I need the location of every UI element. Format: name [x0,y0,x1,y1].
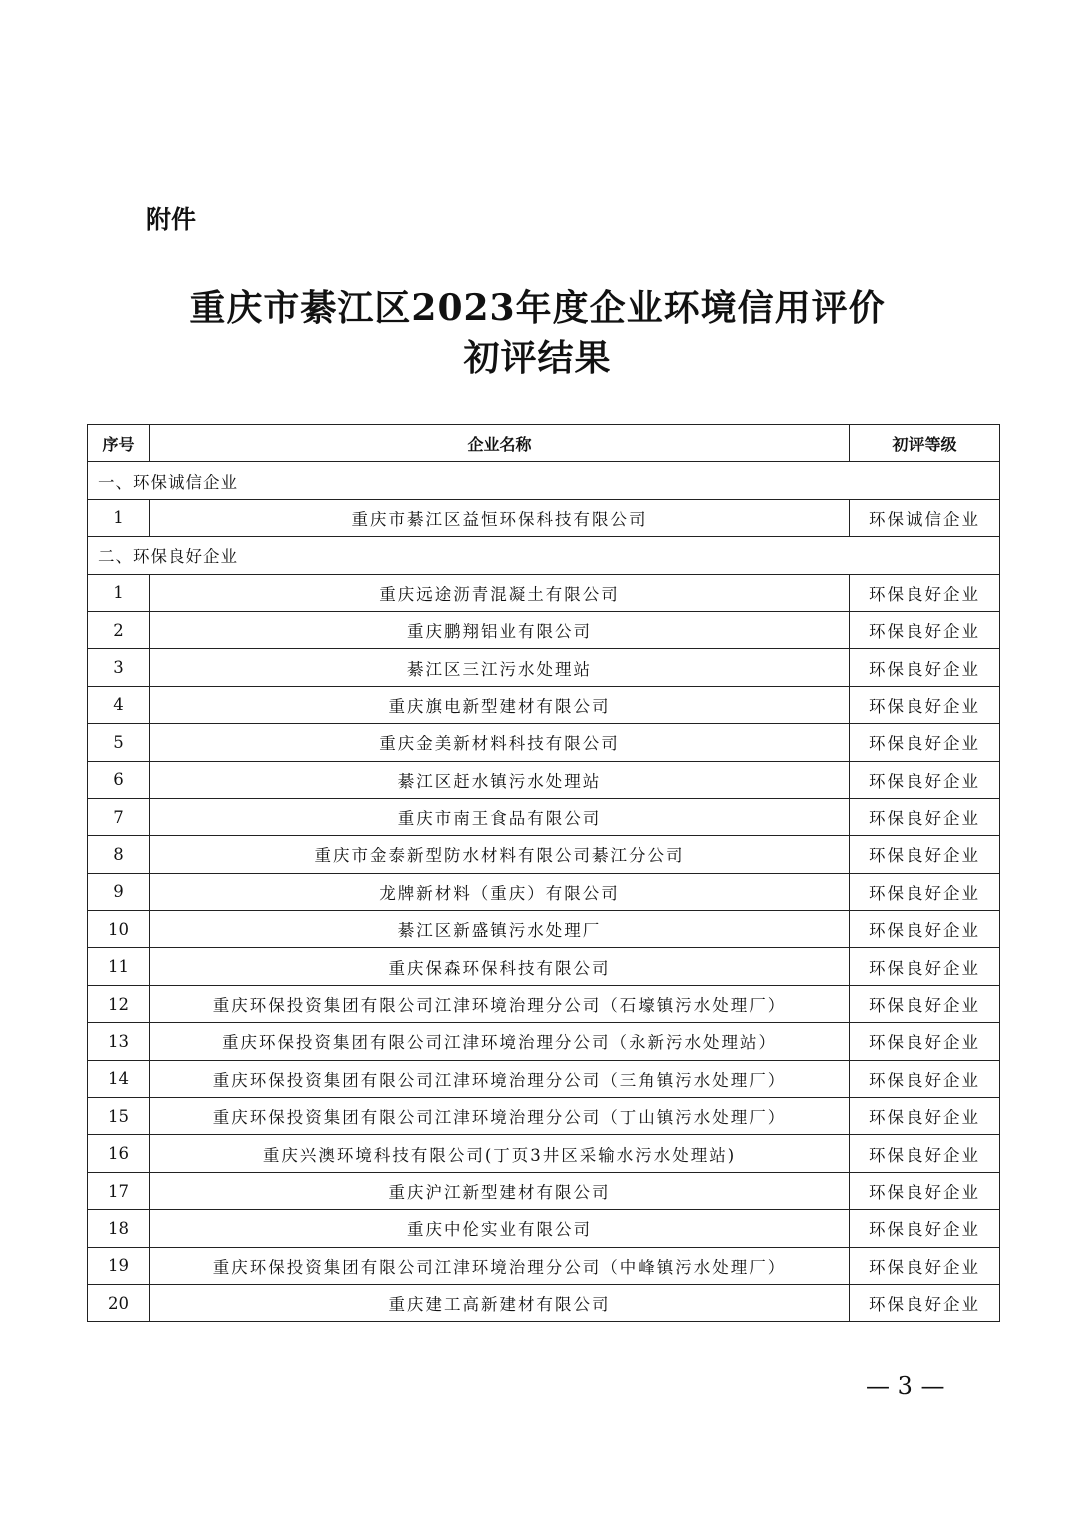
company-name: 重庆环保投资集团有限公司江津环境治理分公司（中峰镇污水处理厂） [150,1247,850,1284]
results-table [87,424,1000,1322]
table-row [88,1135,1000,1172]
row-number: 9 [88,873,150,910]
table-row [88,686,1000,723]
row-number: 4 [88,686,150,723]
rating-level: 环保良好企业 [850,1172,1000,1209]
row-number: 1 [88,574,150,611]
company-name: 重庆兴澳环境科技有限公司(丁页3井区采输水污水处理站) [150,1135,850,1172]
company-name: 重庆保森环保科技有限公司 [150,948,850,985]
table-row [88,724,1000,761]
table-row [88,1284,1000,1321]
company-name: 重庆环保投资集团有限公司江津环境治理分公司（永新污水处理站） [150,1023,850,1060]
rating-level: 环保良好企业 [850,1060,1000,1097]
column-header-no: 序号 [88,425,150,462]
rating-level: 环保良好企业 [850,948,1000,985]
rating-level: 环保良好企业 [850,985,1000,1022]
row-number: 15 [88,1098,150,1135]
section-heading-row [88,537,1000,574]
rating-level: 环保良好企业 [850,724,1000,761]
rating-level: 环保良好企业 [850,1284,1000,1321]
table-row [88,873,1000,910]
row-number: 20 [88,1284,150,1321]
table-row [88,1098,1000,1135]
rating-level: 环保良好企业 [850,649,1000,686]
company-name: 綦江区新盛镇污水处理厂 [150,911,850,948]
rating-level: 环保良好企业 [850,1210,1000,1247]
section-heading: 二、环保良好企业 [88,537,1000,574]
table-row [88,499,1000,536]
rating-level: 环保良好企业 [850,1023,1000,1060]
document-title-line1: 重庆市綦江区2023年度企业环境信用评价 [189,287,886,329]
row-number: 10 [88,911,150,948]
company-name: 重庆环保投资集团有限公司江津环境治理分公司（三角镇污水处理厂） [150,1060,850,1097]
company-name: 重庆市金泰新型防水材料有限公司綦江分公司 [150,836,850,873]
company-name: 龙牌新材料（重庆）有限公司 [150,873,850,910]
row-number: 2 [88,611,150,648]
company-name: 重庆市南王食品有限公司 [150,798,850,835]
company-name: 綦江区赶水镇污水处理站 [150,761,850,798]
row-number: 18 [88,1210,150,1247]
attachment-label: 附件 [146,205,197,234]
row-number: 7 [88,798,150,835]
row-number: 1 [88,499,150,536]
rating-level: 环保良好企业 [850,873,1000,910]
rating-level: 环保良好企业 [850,798,1000,835]
rating-level: 环保良好企业 [850,1135,1000,1172]
table-row [88,985,1000,1022]
company-name: 重庆鹏翔铝业有限公司 [150,611,850,648]
rating-level: 环保良好企业 [850,761,1000,798]
table-row [88,1023,1000,1060]
rating-level: 环保良好企业 [850,1098,1000,1135]
table-header-row [88,425,1000,462]
table-row [88,574,1000,611]
company-name: 重庆金美新材料科技有限公司 [150,724,850,761]
row-number: 19 [88,1247,150,1284]
company-name: 重庆市綦江区益恒环保科技有限公司 [150,499,850,536]
row-number: 13 [88,1023,150,1060]
table-row [88,1210,1000,1247]
row-number: 11 [88,948,150,985]
row-number: 12 [88,985,150,1022]
table-row [88,1247,1000,1284]
row-number: 8 [88,836,150,873]
document-title-line2: 初评结果 [463,337,612,379]
rating-level: 环保良好企业 [850,574,1000,611]
company-name: 重庆建工高新建材有限公司 [150,1284,850,1321]
table-row [88,1172,1000,1209]
table-body [88,462,1000,1322]
page-number: — 3 — [866,1372,945,1400]
row-number: 3 [88,649,150,686]
rating-level: 环保良好企业 [850,611,1000,648]
table-row [88,611,1000,648]
column-header-level: 初评等级 [850,425,1000,462]
table-row [88,948,1000,985]
column-header-name: 企业名称 [150,425,850,462]
company-name: 重庆环保投资集团有限公司江津环境治理分公司（石壕镇污水处理厂） [150,985,850,1022]
table-row [88,1060,1000,1097]
rating-level: 环保良好企业 [850,686,1000,723]
company-name: 重庆远途沥青混凝土有限公司 [150,574,850,611]
section-heading: 一、环保诚信企业 [88,462,1000,499]
table-row [88,649,1000,686]
row-number: 14 [88,1060,150,1097]
table-row [88,911,1000,948]
company-name: 綦江区三江污水处理站 [150,649,850,686]
row-number: 17 [88,1172,150,1209]
company-name: 重庆环保投资集团有限公司江津环境治理分公司（丁山镇污水处理厂） [150,1098,850,1135]
row-number: 6 [88,761,150,798]
table-row [88,761,1000,798]
company-name: 重庆中伦实业有限公司 [150,1210,850,1247]
table-row [88,836,1000,873]
company-name: 重庆沪江新型建材有限公司 [150,1172,850,1209]
section-heading-row [88,462,1000,499]
rating-level: 环保良好企业 [850,836,1000,873]
table-row [88,798,1000,835]
rating-level: 环保诚信企业 [850,499,1000,536]
row-number: 5 [88,724,150,761]
rating-level: 环保良好企业 [850,1247,1000,1284]
row-number: 16 [88,1135,150,1172]
rating-level: 环保良好企业 [850,911,1000,948]
company-name: 重庆旗电新型建材有限公司 [150,686,850,723]
